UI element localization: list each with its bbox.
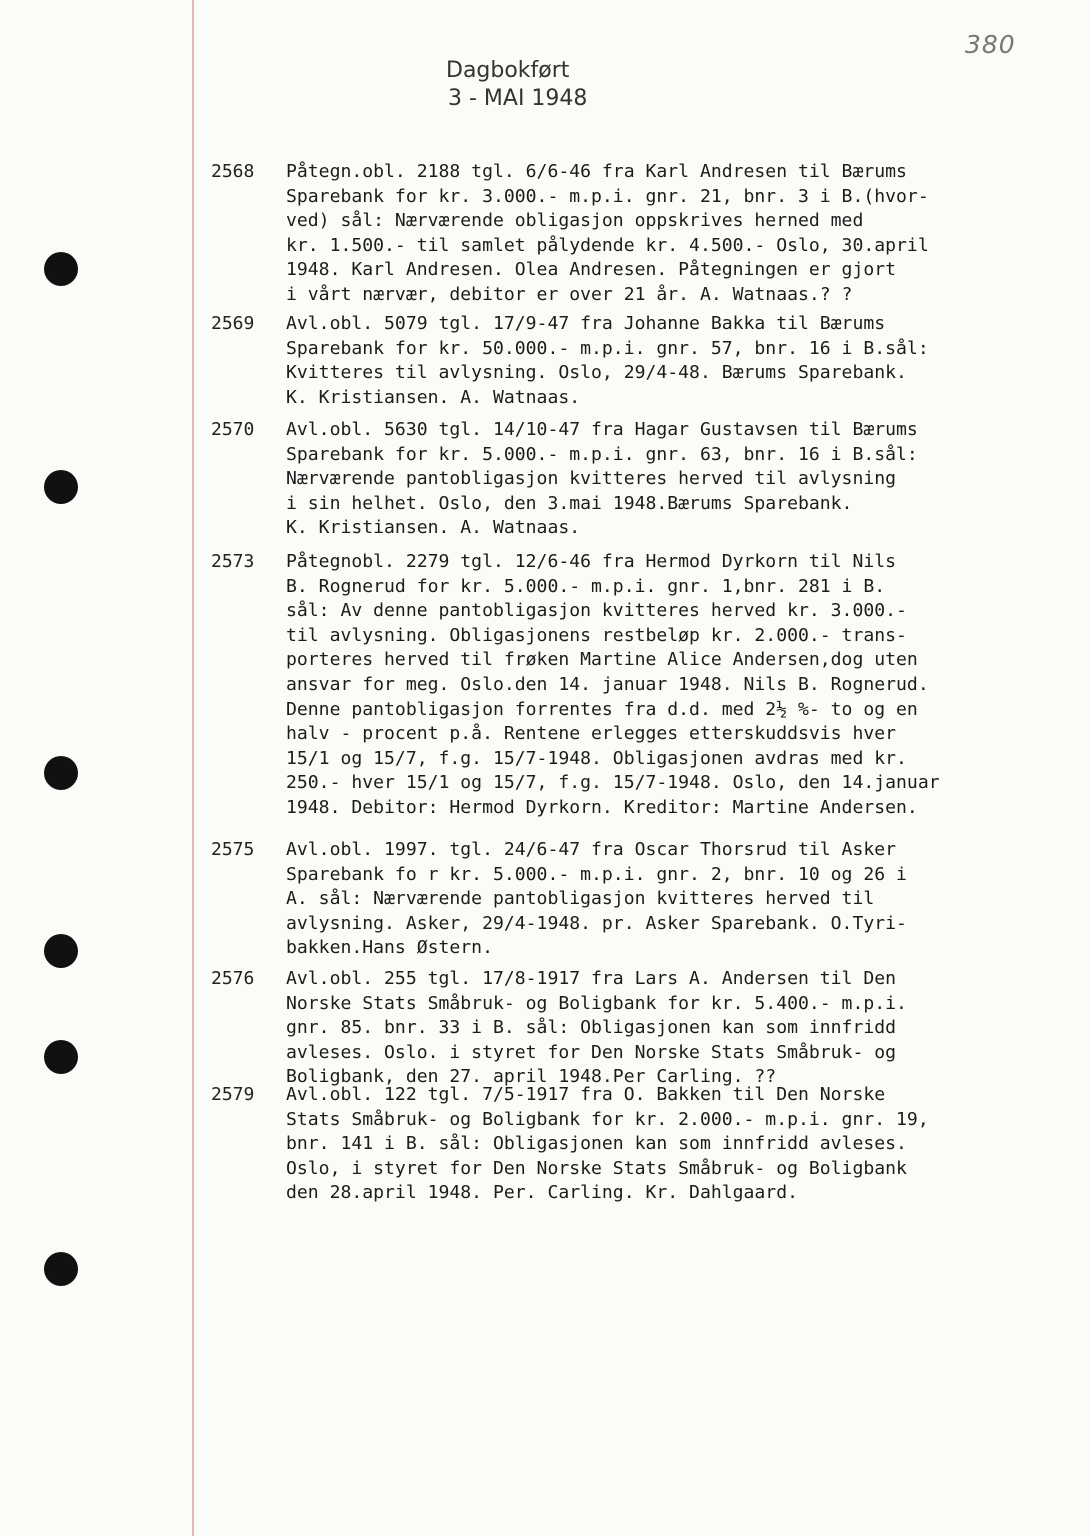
- entry-line: ved) sål: Nærværende obligasjon oppskrives herned med: [286, 210, 864, 232]
- entry-line: A. sål: Nærværende pantobligasjon kvitteres herved til: [286, 888, 875, 910]
- entry-line: Stats Småbruk- og Boligbank for kr. 2.000.- m.p.i. gnr. 19,: [286, 1108, 929, 1130]
- entry-line: porteres herved til frøken Martine Alice Andersen,dog uten: [286, 649, 918, 671]
- entry-line: i sin helhet. Oslo, den 3.mai 1948.Bærums Sparebank.: [286, 492, 853, 514]
- entry-text: [286, 160, 929, 308]
- entry-line: avlysning. Asker, 29/4-1948. pr. Asker Sparebank. O.Tyri-: [286, 912, 907, 934]
- entry-number: 2570: [211, 419, 255, 440]
- entry-line: Påtegn.obl. 2188 tgl. 6/6-46 fra Karl Andresen til Bærums: [286, 161, 907, 182]
- entry-line: bakken.Hans Østern.: [286, 937, 493, 959]
- entry-line: Kvitteres til avlysning. Oslo, 29/4-48. Bærums Sparebank.: [286, 362, 907, 384]
- entry-line: den 28.april 1948. Per. Carling. Kr. Dahlgaard.: [286, 1182, 798, 1204]
- entry-number: 2569: [211, 313, 255, 334]
- entry-line: Avl.obl. 5630 tgl. 14/10-47 fra Hagar Gustavsen til Bærums: [286, 419, 918, 440]
- entry-line: Påtegnobl. 2279 tgl. 12/6-46 fra Hermod Dyrkorn til Nils: [286, 551, 897, 572]
- entry-line: K. Kristiansen. A. Watnaas.: [286, 517, 581, 539]
- entry-text: [286, 967, 907, 1090]
- entry-text: [286, 1083, 929, 1206]
- binder-hole: [44, 1040, 78, 1074]
- entry-text: [286, 312, 929, 410]
- registration-stamp-date: 3 - MAI 1948: [448, 86, 588, 111]
- entry-line: halv - procent p.å. Rentene erlegges etterskuddsvis hver: [286, 723, 897, 745]
- binder-hole: [44, 252, 78, 286]
- entry-line: Avl.obl. 1997. tgl. 24/6-47 fra Oscar Thorsrud til Asker: [286, 839, 897, 860]
- entry-line: Denne pantobligasjon forrentes fra d.d. med 2½ %- to og en: [286, 698, 918, 720]
- page-number: 380: [965, 30, 1016, 59]
- entry-line: Sparebank for kr. 3.000.- m.p.i. gnr. 21, bnr. 3 i B.(hvor-: [286, 185, 929, 207]
- registration-stamp-title: Dagbokført: [446, 58, 570, 83]
- entry-line: 1948. Debitor: Hermod Dyrkorn. Kreditor: Martine Andersen.: [286, 796, 918, 818]
- entry-number: 2568: [211, 161, 255, 182]
- entry-line: gnr. 85. bnr. 33 i B. sål: Obligasjonen kan som innfridd: [286, 1017, 897, 1039]
- entry-line: K. Kristiansen. A. Watnaas.: [286, 386, 581, 408]
- entry-line: bnr. 141 i B. sål: Obligasjonen kan som innfridd avleses.: [286, 1133, 907, 1155]
- entry-line: til avlysning. Obligasjonens restbeløp kr. 2.000.- trans-: [286, 624, 907, 646]
- entry-line: Boligbank, den 27. april 1948.Per Carling. ??: [286, 1066, 777, 1088]
- entry-line: Avl.obl. 5079 tgl. 17/9-47 fra Johanne Bakka til Bærums: [286, 313, 886, 334]
- entry-line: Norske Stats Småbruk- og Boligbank for kr. 5.400.- m.p.i.: [286, 992, 907, 1014]
- binder-hole: [44, 756, 78, 790]
- binder-hole: [44, 934, 78, 968]
- entry-line: kr. 1.500.- til samlet pålydende kr. 4.500.- Oslo, 30.april: [286, 234, 929, 256]
- entry-line: Avl.obl. 255 tgl. 17/8-1917 fra Lars A. Andersen til Den: [286, 968, 897, 989]
- entry-line: Oslo, i styret for Den Norske Stats Småbruk- og Boligbank: [286, 1157, 907, 1179]
- binder-hole: [44, 1252, 78, 1286]
- entry-line: sål: Av denne pantobligasjon kvitteres herved kr. 3.000.-: [286, 600, 907, 622]
- entry-line: B. Rognerud for kr. 5.000.- m.p.i. gnr. 1,bnr. 281 i B.: [286, 575, 886, 597]
- entry-line: Sparebank for kr. 50.000.- m.p.i. gnr. 57, bnr. 16 i B.sål:: [286, 337, 929, 359]
- entry-line: Sparebank for kr. 5.000.- m.p.i. gnr. 63, bnr. 16 i B.sål:: [286, 443, 918, 465]
- binder-hole: [44, 470, 78, 504]
- entry-number: 2576: [211, 968, 255, 989]
- entry-line: ansvar for meg. Oslo.den 14. januar 1948. Nils B. Rognerud.: [286, 673, 929, 695]
- margin-rule: [192, 0, 194, 1536]
- entry-line: avleses. Oslo. i styret for Den Norske Stats Småbruk- og: [286, 1041, 897, 1063]
- entry-line: Nærværende pantobligasjon kvitteres herved til avlysning: [286, 468, 897, 490]
- entry-number: 2575: [211, 839, 255, 860]
- entry-text: [286, 418, 918, 541]
- entry-line: 15/1 og 15/7, f.g. 15/7-1948. Obligasjonen avdras med kr.: [286, 747, 907, 769]
- entry-number: 2573: [211, 551, 255, 572]
- entry-number: 2579: [211, 1084, 255, 1105]
- entry-text: [286, 550, 940, 821]
- entry-line: Sparebank fo r kr. 5.000.- m.p.i. gnr. 2, bnr. 10 og 26 i: [286, 863, 907, 885]
- entry-line: i vårt nærvær, debitor er over 21 år. A. Watnaas.? ?: [286, 283, 853, 305]
- entry-line: 1948. Karl Andresen. Olea Andresen. Påtegningen er gjort: [286, 259, 897, 281]
- entry-line: Avl.obl. 122 tgl. 7/5-1917 fra O. Bakken til Den Norske: [286, 1084, 886, 1105]
- entry-text: [286, 838, 907, 961]
- entry-line: 250.- hver 15/1 og 15/7, f.g. 15/7-1948. Oslo, den 14.januar: [286, 772, 940, 794]
